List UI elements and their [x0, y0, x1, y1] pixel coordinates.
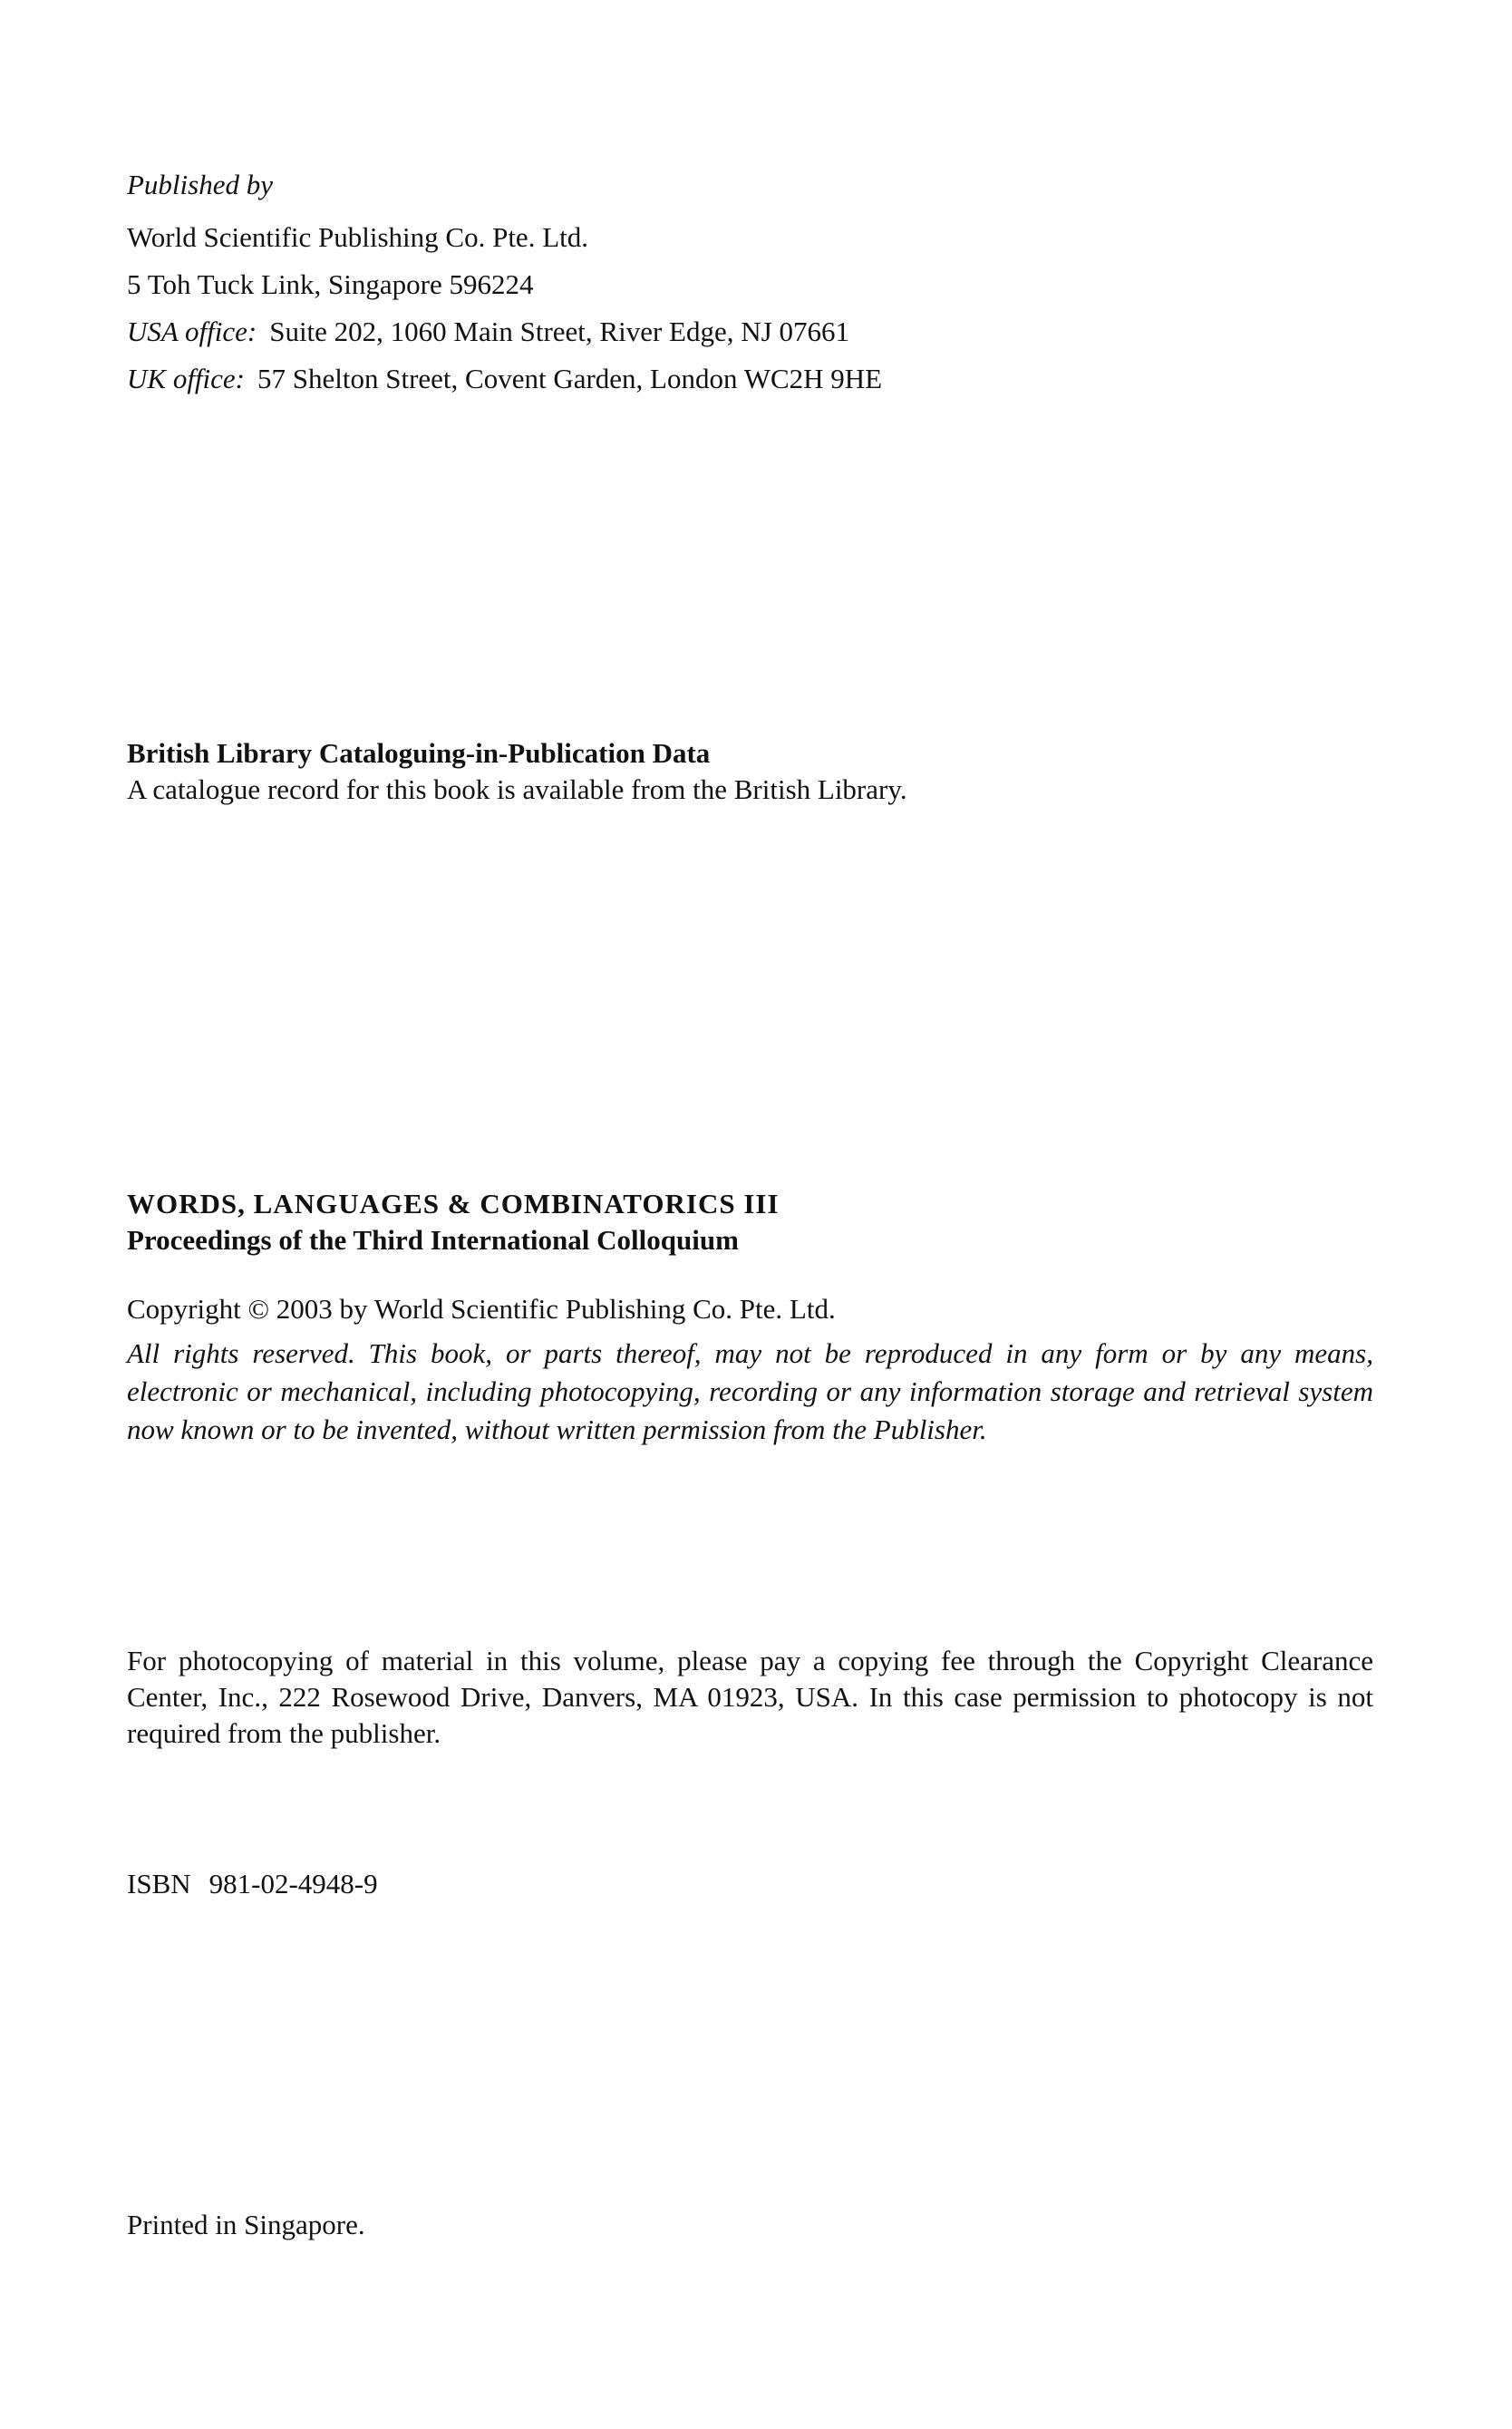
isbn-number: 981-02-4948-9 [208, 1868, 378, 1899]
photocopy-text: For photocopying of material in this volume, please pay a copying fee through the Copyright Clearance Center, Inc., 222 Rosewood Drive, Danvers, MA 01923, USA. In this case permission to photocopy is not required from the publisher. [127, 1645, 1373, 1749]
rights-statement: All rights reserved. This book, or parts thereof, may not be reproduced in any form or by any means, electronic or mechanical, including photocopying, recording or any information storage and retrieval system now known or to be invented, without written permission from the Publisher. [127, 1337, 1373, 1445]
book-subtitle: Proceedings of the Third International Colloquium [127, 1224, 739, 1256]
publisher-info [127, 161, 1378, 403]
copyright-notice [127, 1286, 1378, 1449]
isbn-info [127, 1861, 1378, 1907]
cip-heading: British Library Cataloguing-in-Publication Data [127, 737, 711, 769]
copyright-line: Copyright © 2003 by World Scientific Publishing Co. Pte. Ltd. [127, 1293, 836, 1325]
uk-office-line [127, 355, 1378, 403]
uk-office-label: UK office: [127, 363, 245, 394]
cip-data [127, 735, 1378, 808]
printed-in [127, 2201, 1378, 2248]
usa-office-label: USA office: [127, 316, 257, 347]
isbn-line [127, 1861, 1378, 1907]
printed-in-text: Printed in Singapore. [127, 2209, 365, 2240]
publisher-name: World Scientific Publishing Co. Pte. Ltd. [127, 221, 588, 253]
cip-text: A catalogue record for this book is available from the British Library. [127, 773, 907, 805]
uk-office-address: 57 Shelton Street, Covent Garden, London WC2H 9HE [257, 363, 883, 394]
usa-office-address: Suite 202, 1060 Main Street, River Edge, NJ 07661 [269, 316, 849, 347]
photocopy-notice [127, 1643, 1378, 1752]
published-by-label: Published by [127, 169, 273, 200]
book-title: WORDS, LANGUAGES & COMBINATORICS III [127, 1188, 780, 1219]
publisher-address: 5 Toh Tuck Link, Singapore 596224 [127, 268, 534, 300]
isbn-label: ISBN [127, 1868, 191, 1899]
usa-office-line [127, 308, 1378, 355]
book-title-block [127, 1186, 1378, 1258]
